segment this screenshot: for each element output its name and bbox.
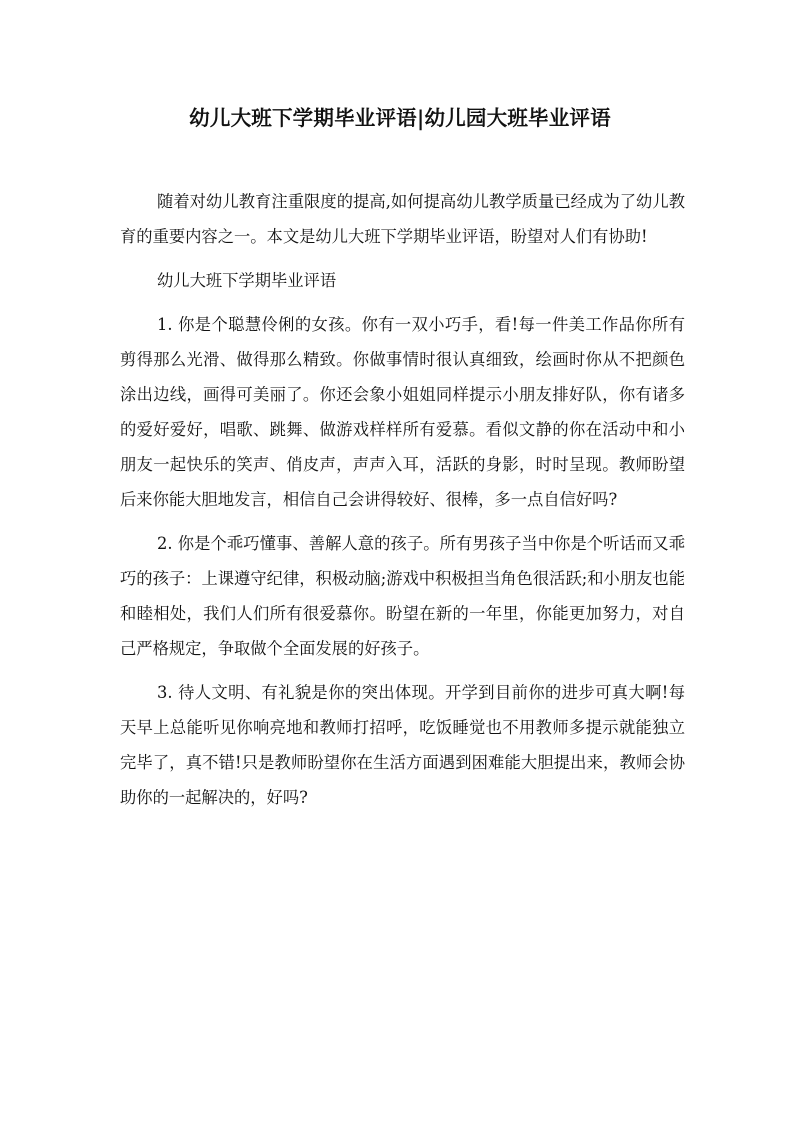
document-title: 幼儿大班下学期毕业评语|幼儿园大班毕业评语: [189, 106, 611, 130]
document-body: [120, 184, 685, 824]
intro-paragraph: 随着对幼儿教育注重限度的提高,如何提高幼儿教学质量已经成为了幼儿教育的重要内容之一。本文是幼儿大班下学期毕业评语，盼望对人们有协助!: [120, 192, 685, 246]
comment-paragraph-1: 1. 你是个聪慧伶俐的女孩。你有一双小巧手，看!每一件美工作品你所有剪得那么光滑、做得那么精致。你做事情时很认真细致，绘画时你从不把颜色涂出边线，画得可美丽了。你还会象小姐姐同样提示小朋友排好队，你有诸多的爱好爱好，唱歌、跳舞、做游戏样样所有爱慕。看似文静的你在活动中和小朋友一起快乐的笑声、俏皮声，声声入耳，活跃的身影，时时呈现。教师盼望后来你能大胆地发言，相信自己会讲得较好、很棒，多一点自信好吗?: [120, 315, 685, 509]
comment-paragraph-3: 3. 待人文明、有礼貌是你的突出体现。开学到目前你的进步可真大啊!每天早上总能听见你响亮地和教师打招呼，吃饭睡觉也不用教师多提示就能独立完毕了，真不错!只是教师盼望你在生活方面遇到困难能大胆提出来，教师会协助你的一起解决的，好吗?: [120, 683, 685, 807]
comment-paragraph-2: 2. 你是个乖巧懂事、善解人意的孩子。所有男孩子当中你是个听话而又乖巧的孩子：上课遵守纪律，积极动脑;游戏中积极担当角色很活跃;和小朋友也能和睦相处，我们人们所有很爱慕你。盼望在新的一年里，你能更加努力，对自己严格规定，争取做个全面发展的好孩子。: [120, 534, 685, 658]
section-heading: 幼儿大班下学期毕业评语: [157, 271, 337, 290]
